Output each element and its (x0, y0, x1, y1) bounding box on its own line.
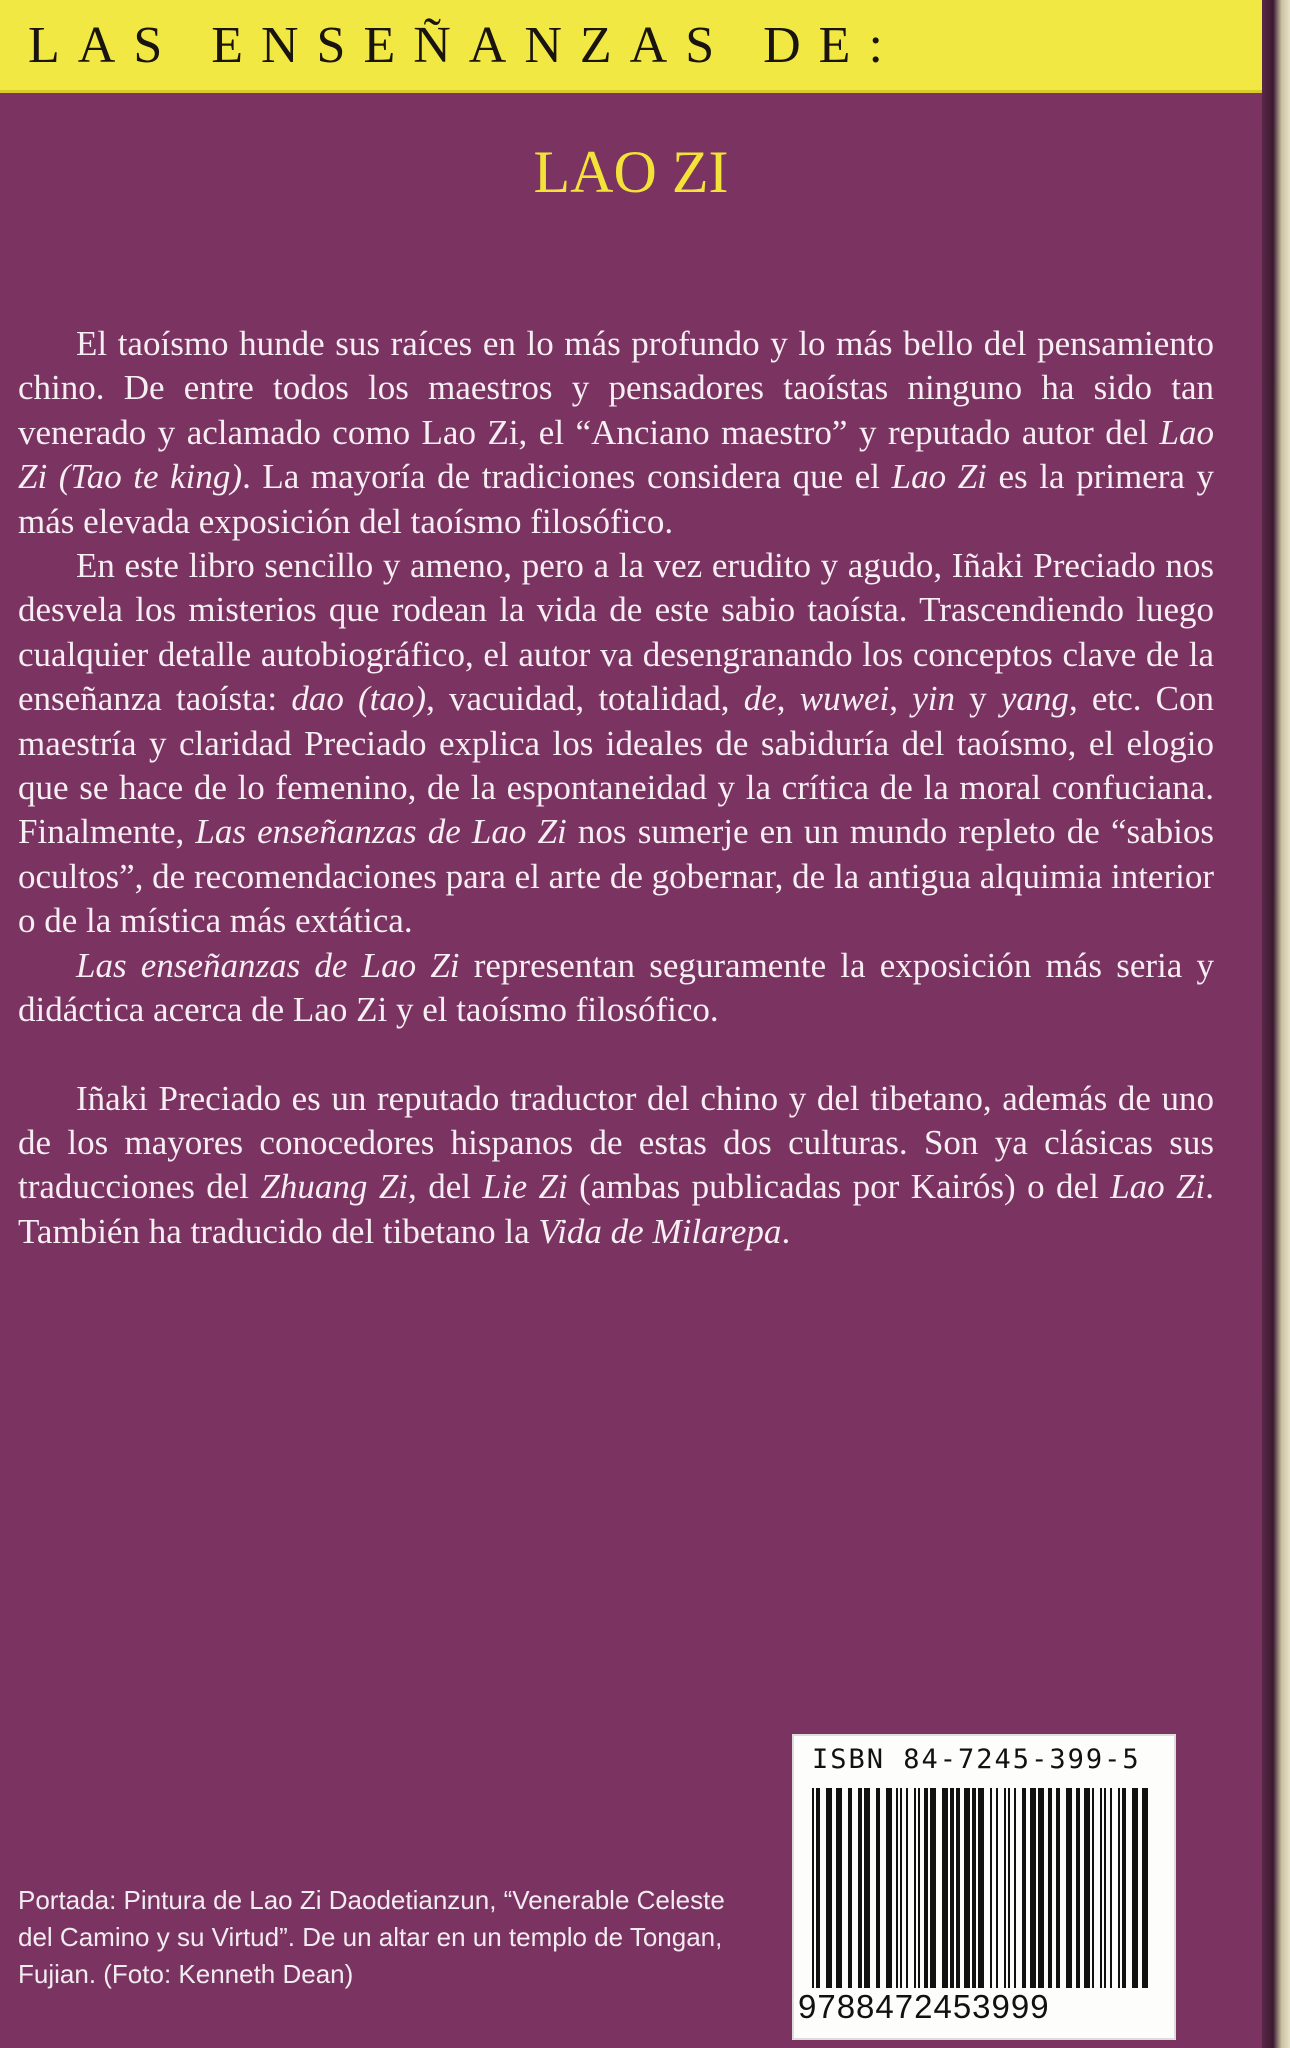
barcode-bar (1056, 1788, 1060, 1988)
barcode-bar (1100, 1788, 1102, 1988)
barcode-bar (858, 1788, 862, 1988)
barcode-bar (896, 1788, 898, 1988)
barcode-bar (906, 1788, 908, 1988)
barcode-bar (900, 1788, 902, 1988)
author-bio: Iñaki Preciado es un reputado traductor del chino y del tibetano, además de uno de los mayores conocedores hispanos de estas dos culturas. Son ya clásicas sus traducciones del Zhuang Zi, del Lie Zi (ambas publicadas por Kairós) o del Lao Zi. También ha traducido del tibetano la Vida de Milarepa. (18, 1078, 1215, 1251)
barcode-bar (930, 1788, 936, 1988)
barcode-bar (924, 1788, 928, 1988)
barcode-bar (876, 1788, 880, 1988)
barcode-bar (812, 1788, 814, 1988)
barcode-bar (918, 1788, 920, 1988)
barcode-bar (1030, 1788, 1036, 1988)
barcode-bar (1132, 1788, 1138, 1988)
barcode-box (792, 1734, 1176, 2040)
paragraph-1: El taoísmo hunde sus raíces en lo más profundo y lo más bello del pensamiento chino. De entre todos los maestros y pensadores taoístas ninguno ha sido tan venerado y aclamado como Lao Zi, el “Anciano maestro” y reputado autor del Lao Zi (Tao te king). La mayoría de tradiciones considera que el Lao Zi es la primera y más elevada exposición del taoísmo filosófico. (18, 324, 1215, 541)
barcode-bar (816, 1788, 820, 1988)
barcode-bar (1014, 1788, 1016, 1988)
barcode-bar (914, 1788, 916, 1988)
barcode-bar (1022, 1788, 1026, 1988)
isbn-label: ISBN 84-7245-399-5 (812, 1744, 1141, 1775)
ean-digits: 9788472453999 (798, 1988, 1050, 2025)
book-spine-edge (1262, 0, 1290, 2048)
barcode-bar (1004, 1788, 1006, 1988)
top-banner (0, 0, 1262, 93)
barcode-bar (978, 1788, 984, 1988)
barcode-bar (956, 1788, 960, 1988)
blurb (18, 322, 1214, 1254)
barcode-bar (1104, 1788, 1106, 1988)
barcode-bar (990, 1788, 992, 1988)
barcode-bar (886, 1788, 892, 1988)
barcode-bar (864, 1788, 870, 1988)
barcode-bar (1110, 1788, 1112, 1988)
cover-caption: Portada: Pintura de Lao Zi Daodetianzun, “Venerable Celeste del Camino y su Virtud”. De un altar en un templo de Tongan, Fujian. (Foto: Kenneth Dean) (18, 1885, 725, 1989)
barcode-bar (996, 1788, 998, 1988)
barcode-bar (1118, 1788, 1120, 1988)
paragraph-3: Las enseñanzas de Lao Zi representan seguramente la exposición más seria y didáctica acerca de Lao Zi y el taoísmo filosófico. (18, 945, 1214, 1030)
barcode-bar (848, 1788, 852, 1988)
barcode-bar (1122, 1788, 1126, 1988)
barcode-bar (826, 1788, 832, 1988)
barcode-bar (1076, 1788, 1080, 1988)
barcode-bar (1038, 1788, 1044, 1988)
book-title: LAO ZI (533, 139, 729, 205)
barcode-bar (1066, 1788, 1072, 1988)
barcode-bar (1142, 1788, 1148, 1988)
barcode-bar (972, 1788, 976, 1988)
barcode-bar (1092, 1788, 1094, 1988)
banner-text: LAS ENSEÑANZAS DE: (28, 17, 901, 74)
barcode-bar (964, 1788, 970, 1988)
barcode-bar (1048, 1788, 1052, 1988)
paragraph-2: En este libro sencillo y ameno, pero a la vez erudito y agudo, Iñaki Preciado nos desvela los misterios que rodean la vida de este sabio taoísta. Trascendiendo luego cualquier detalle autobiográfico, el autor va desengranando los conceptos clave de la enseñanza taoísta: dao (tao), vacuidad, totalidad, de, wuwei, yin y yang, etc. Con maestría y claridad Preciado explica los ideales de sabiduría del taoísmo, el elogio que se hace de lo femenino, de la espontaneidad y la crítica de la moral confuciana. Finalmente, Las enseñanzas de Lao Zi nos sumerje en un mundo repleto de “sabios ocultos”, de recomendaciones para el arte de gobernar, de la antigua alquimia interior o de la mística más extática. (18, 546, 1215, 941)
barcode-bar (1084, 1788, 1090, 1988)
barcode-bar (950, 1788, 954, 1988)
barcode-icon (812, 1788, 1156, 1988)
barcode-bar (942, 1788, 948, 1988)
barcode-bar (836, 1788, 842, 1988)
barcode-bar (1008, 1788, 1010, 1988)
